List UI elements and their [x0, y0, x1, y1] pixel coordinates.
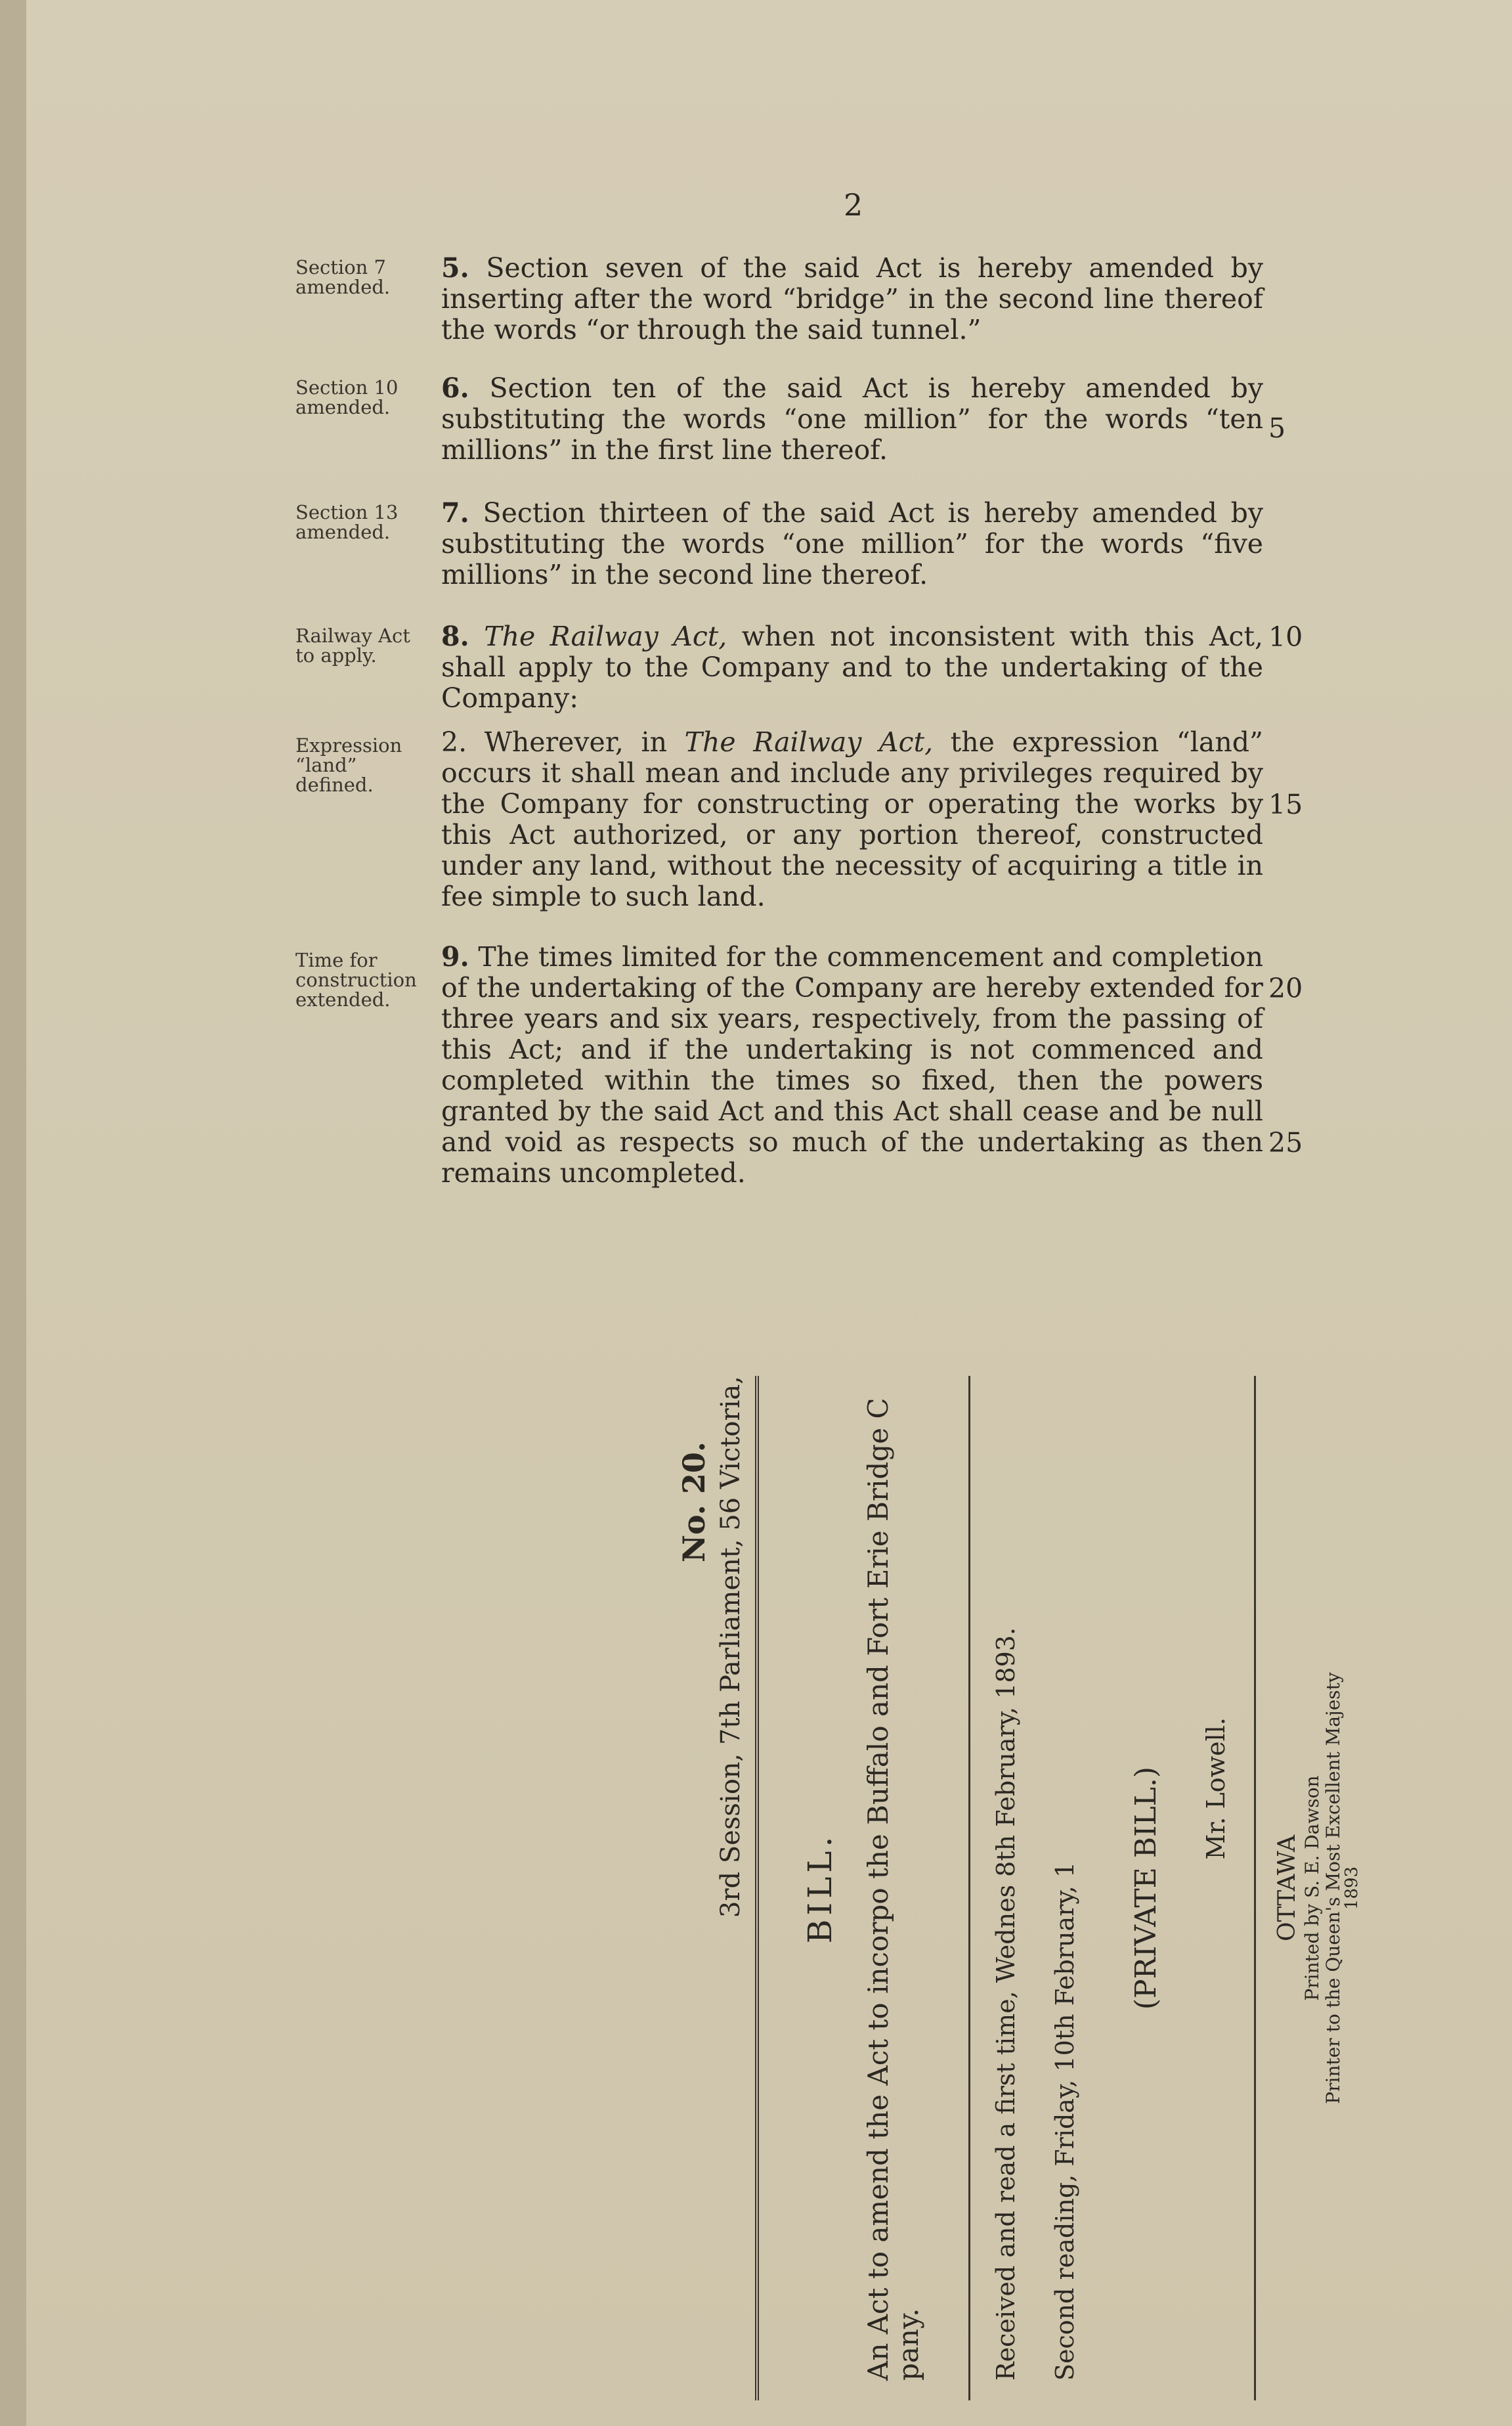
imprint-printer-title: Printer to the Queen's Most Excellent Majesty: [1322, 1672, 1344, 2104]
section-number: 5.: [441, 252, 469, 284]
line-number: 10: [1268, 621, 1303, 653]
session-line: 3rd Session, 7th Parliament, 56 Victoria,: [716, 1376, 746, 1918]
line-number: 15: [1268, 789, 1303, 820]
imprint-printer: Printed by S. E. Dawson: [1301, 1775, 1323, 2001]
divider-rule: [1254, 1376, 1256, 2400]
margin-note: Expression “land” defined.: [295, 734, 402, 796]
page-number: 2: [844, 187, 863, 223]
margin-note: Railway Act to apply.: [295, 625, 410, 667]
bill-number: No. 20.: [676, 1442, 712, 1562]
imprint-year: 1893: [1342, 1866, 1362, 1910]
margin-note: Time for construction extended.: [295, 949, 417, 1011]
section-text: The times limited for the commencement and completion of the undertaking of the Company are hereby extended for three years and six years, respectively, from the passing of this Act; and if the undertaking is not commenced and completed within the times so fixed, then the powers granted by the said Act and this Act shall cease and be null and void as respects so much of the undertaking as then remains uncompleted.: [441, 941, 1263, 1189]
italic-reference: The Railway Act,: [484, 621, 727, 652]
second-reading: Second reading, Friday, 10th February, 1: [1050, 1861, 1079, 2381]
section-paragraph: [441, 727, 1263, 912]
italic-reference: The Railway Act,: [684, 726, 934, 758]
section-lead: Wherever, in: [484, 726, 668, 758]
subsection-number: 2.: [441, 726, 467, 758]
margin-note: Section 7 amended.: [295, 256, 391, 298]
back-cover: [676, 1376, 1362, 2400]
private-bill-label: (PRIVATE BILL.): [1129, 1766, 1163, 2010]
section-text: Section seven of the said Act is hereby amended by inserting after the word “bridge” in the second line thereof the words “or through the said tunnel.”: [441, 252, 1263, 345]
line-number: 25: [1268, 1127, 1303, 1158]
page-edge: [0, 0, 26, 2426]
section-number: 8.: [441, 621, 469, 652]
section-text: the expression “land” occurs it shall mean and include any privileges required by the Company for constructing or operating the works by this Act authorized, or any portion thereof, constructed under any land, without the necessity of acquiring a title in fee simple to such land.: [441, 726, 1263, 912]
section-paragraph: [441, 373, 1263, 466]
section-text: when not inconsistent with this Act, shall apply to the Company and to the undertaking of the Company:: [441, 621, 1263, 714]
member-name: Mr. Lowell.: [1201, 1717, 1230, 1860]
line-number: 5: [1268, 412, 1286, 444]
section-paragraph: [441, 498, 1263, 590]
margin-note: Section 13 amended.: [295, 501, 399, 543]
margin-note: Section 10 amended.: [295, 376, 399, 418]
divider-rule: [968, 1376, 970, 2400]
section-paragraph: [441, 621, 1263, 714]
bill-title: BILL.: [801, 1832, 839, 1944]
section-paragraph: [441, 253, 1263, 345]
section-text: Section thirteen of the said Act is hereby amended by substituting the words “one million” for the words “five millions” in the second line thereof.: [441, 497, 1263, 590]
section-paragraph: [441, 942, 1263, 1189]
double-rule: [755, 1376, 763, 2400]
section-number: 7.: [441, 497, 469, 529]
first-reading: Received and read a first time, Wednes 8th February, 1893.: [991, 1627, 1020, 2381]
section-number: 9.: [441, 941, 469, 973]
bill-description: An Act to amend the Act to incorpo the Buffalo and Fort Erie Bridge C pany.: [862, 1398, 924, 2381]
imprint-city: OTTAWA: [1274, 1835, 1301, 1941]
section-text: Section ten of the said Act is hereby amended by substituting the words “one million” for the words “ten millions” in the first line thereof.: [441, 372, 1263, 466]
section-number: 6.: [441, 372, 469, 404]
line-number: 20: [1268, 973, 1303, 1004]
